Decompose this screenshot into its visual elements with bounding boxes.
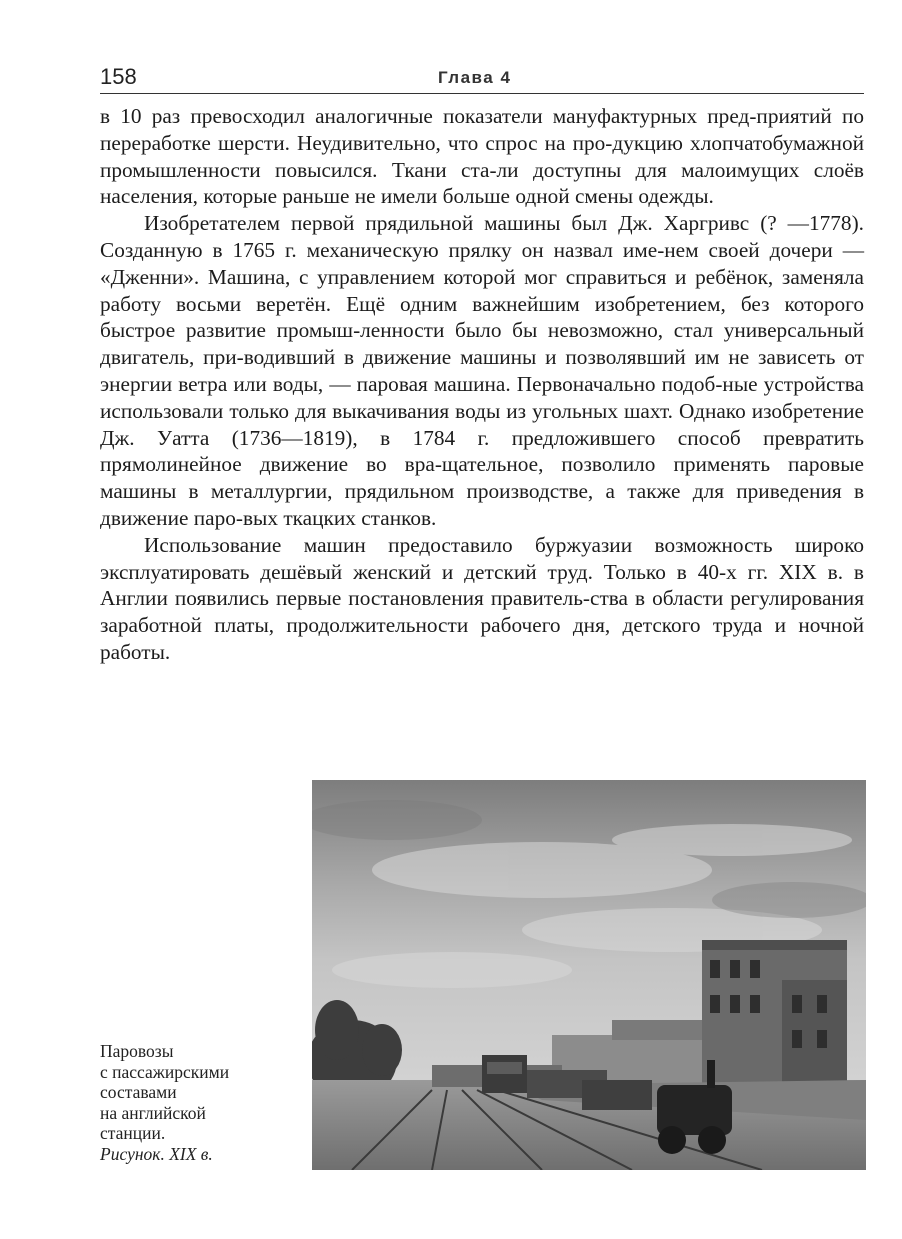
page-header bbox=[100, 64, 864, 92]
caption-line: с пассажирскими bbox=[100, 1061, 230, 1082]
paragraph-2: Изобретателем первой прядильной машины был Дж. Харгривс (? —1778). Созданную в 1765 г. механическую прялку он назвал име-нем своей дочери — «Дженни». Машина, с управлением которой мог справиться и ребёнок, заменяла работу восьми веретён. Ещё одним важнейшим изобретением, без которого быстрое развитие промыш-ленности было бы невозможно, стал универсальный двигатель, при-водивший в движение машины и позволявший им не зависеть от энергии ветра или воды, — паровая машина. Первоначально подоб-ные устройства использовали только для выкачивания воды из угольных шахт. Однако изобретение Дж. Уатта (1736—1819), в 1784 г. предложившего способ превратить прямолинейное движение во вра-щательное, позволило применять паровые машины в металлургии, прядильном производстве, а также для приведения в движение паро-вых ткацких станков. bbox=[100, 211, 864, 530]
railway-station-illustration bbox=[312, 780, 866, 1170]
chapter-title: Глава 4 bbox=[438, 68, 512, 87]
caption-line: на английской bbox=[100, 1102, 206, 1123]
figure-caption bbox=[100, 1041, 300, 1165]
main-text bbox=[100, 103, 864, 666]
engraving-image bbox=[312, 780, 866, 1170]
header-divider bbox=[100, 93, 864, 94]
caption-line: станции. bbox=[100, 1123, 166, 1144]
paragraph-3: Использование машин предоставило буржуазии возможность широко эксплуатировать дешёвый женский и детский труд. Только в 40-х гг. XIX в. в Англии появились первые постановления правитель-ства в области регулирования заработной платы, продолжительности рабочего дня, детского труда и ночной работы. bbox=[100, 532, 864, 664]
page-number: 158 bbox=[100, 64, 137, 89]
caption-line: составами bbox=[100, 1082, 177, 1103]
station-building bbox=[702, 940, 847, 1095]
caption-credit: Рисунок. XIX в. bbox=[100, 1143, 213, 1164]
paragraph-1: в 10 раз превосходил аналогичные показатели мануфактурных пред-приятий по переработке шерсти. Неудивительно, что спрос на про-дукцию хлопчатобумажной промышленности повысился. Ткани ста-ли доступны для малоимущих слоёв населения, которые раньше не имели больше одной смены одежды. bbox=[100, 104, 864, 209]
caption-line: Паровозы bbox=[100, 1041, 174, 1061]
